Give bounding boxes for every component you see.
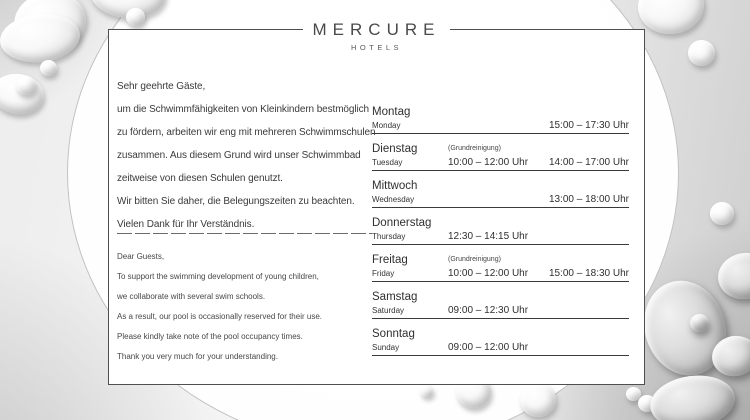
- german-line: Vielen Dank für Ihr Verständnis.: [117, 219, 255, 230]
- pool-schedule: [372, 105, 629, 364]
- water-droplet: [714, 249, 750, 304]
- logo-subtitle-text: HOTELS: [350, 43, 402, 52]
- day-label-en: Wednesday: [372, 195, 415, 204]
- water-droplet: [688, 40, 715, 66]
- schedule-row-wednesday: [372, 179, 629, 208]
- english-line: As a result, our pool is occasionally reserved for their use.: [117, 312, 322, 321]
- day-label-en: Sunday: [372, 343, 400, 352]
- time-slot-1: [448, 119, 549, 132]
- german-notice-text: [117, 75, 379, 236]
- german-line: zeitweise von diesen Schulen genutzt.: [117, 173, 283, 184]
- english-line: To support the swimming development of young children,: [117, 272, 319, 281]
- time-slot-1: 12:30 – 14:15 Uhr: [448, 231, 529, 242]
- water-droplet: [690, 314, 709, 332]
- notice-document: [108, 20, 645, 385]
- schedule-row-monday: [372, 105, 629, 134]
- cleaning-note: (Grundreinigung): [448, 145, 501, 152]
- schedule-row-saturday: [372, 290, 629, 319]
- water-droplet: [636, 0, 707, 37]
- water-droplet: [710, 202, 734, 225]
- german-line: zu fördern, arbeiten wir eng mit mehreren Schwimmschulen: [117, 127, 376, 138]
- time-slot-2: 13:00 – 18:00 Uhr: [548, 194, 629, 205]
- english-line: Dear Guests,: [117, 252, 165, 261]
- german-line: zusammen. Aus diesem Grund wird unser Schwimmbad: [117, 150, 361, 161]
- day-label-de: Donnerstag: [372, 217, 432, 229]
- time-slot-2: 14:00 – 17:00 Uhr: [548, 157, 629, 168]
- german-line: um die Schwimmfähigkeiten von Kleinkindern bestmöglich: [117, 104, 369, 115]
- day-label-en: Friday: [372, 269, 395, 278]
- separator-line: [117, 233, 372, 234]
- water-droplet: [647, 370, 738, 420]
- day-label-de: Freitag: [372, 254, 408, 266]
- time-slot-1: 10:00 – 12:00 Uhr: [448, 268, 529, 279]
- english-line: Please kindly take note of the pool occupancy times.: [117, 332, 303, 341]
- day-label-de: Sonntag: [372, 328, 415, 340]
- logo-brand-text: MERCURE: [303, 18, 451, 42]
- day-label-en: Tuesday: [372, 158, 403, 167]
- english-line: Thank you very much for your understanding.: [117, 352, 278, 361]
- german-line: Sehr geehrte Gäste,: [117, 81, 206, 92]
- day-label-de: Mittwoch: [372, 180, 418, 192]
- water-droplet: [40, 60, 57, 76]
- water-droplet: [520, 383, 556, 417]
- english-notice-text: [117, 247, 379, 367]
- day-label-de: Dienstag: [372, 143, 418, 155]
- water-droplet: [16, 76, 36, 95]
- day-label-de: Samstag: [372, 291, 418, 303]
- time-slot-1: 09:00 – 12:30 Uhr: [448, 305, 529, 316]
- time-slot-1: 10:00 – 12:00 Uhr: [448, 157, 529, 168]
- day-label-en: Thursday: [372, 232, 406, 241]
- german-line: Wir bitten Sie daher, die Belegungszeiten zu beachten.: [117, 196, 355, 207]
- time-slot-2: 15:00 – 18:30 Uhr: [548, 268, 629, 279]
- schedule-row-sunday: [372, 327, 629, 356]
- schedule-row-thursday: [372, 216, 629, 245]
- water-droplet: [420, 385, 433, 397]
- time-slot-2: 15:00 – 17:30 Uhr: [548, 120, 629, 131]
- schedule-row-tuesday: [372, 142, 629, 171]
- day-label-en: Saturday: [372, 306, 405, 315]
- hotel-logo: [109, 18, 644, 52]
- cleaning-note: (Grundreinigung): [448, 256, 501, 263]
- day-label-de: Montag: [372, 106, 411, 118]
- time-slot-1: [448, 193, 549, 206]
- time-slot-1: 09:00 – 12:00 Uhr: [448, 342, 529, 353]
- day-label-en: Monday: [372, 121, 401, 130]
- english-line: we collaborate with several swim schools.: [117, 292, 266, 301]
- schedule-row-friday: [372, 253, 629, 282]
